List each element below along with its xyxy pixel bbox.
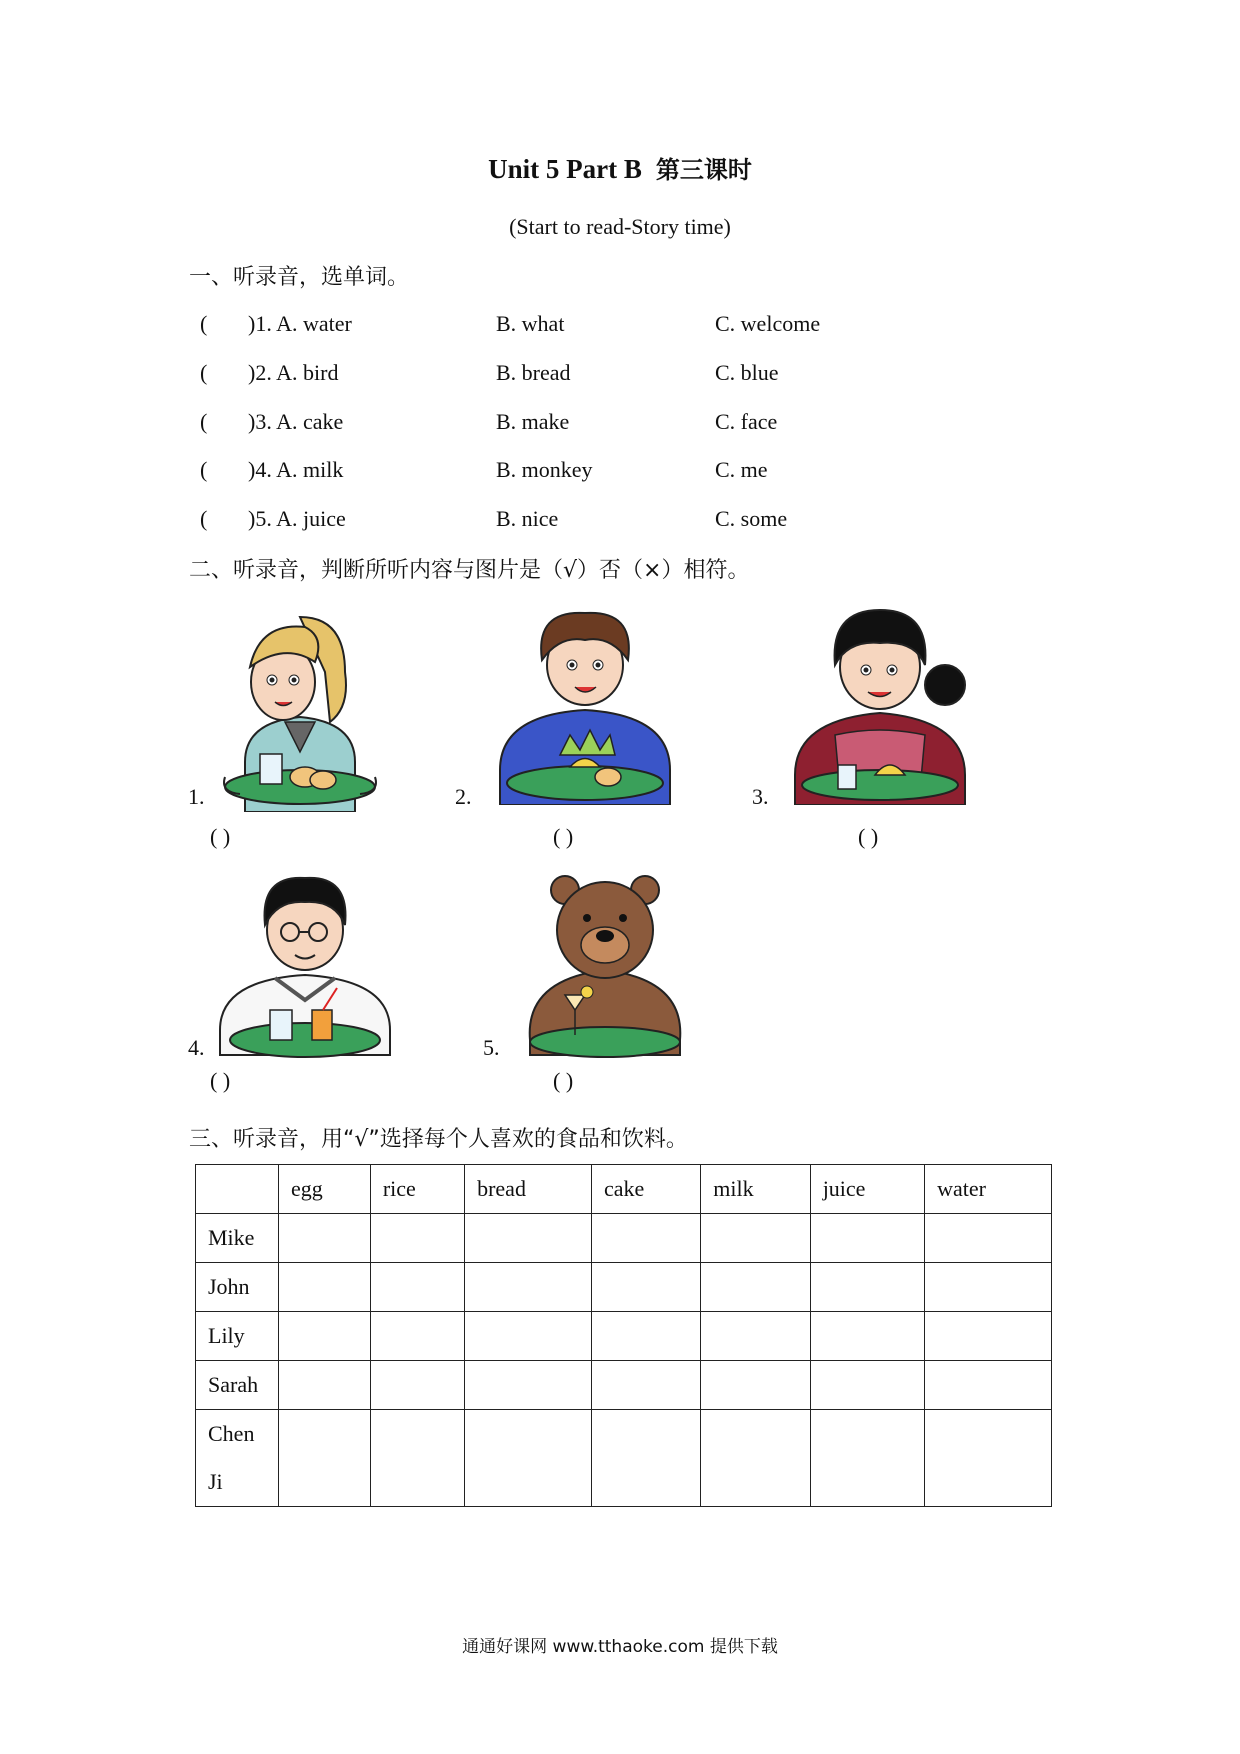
title-cn: 第三课时 [655, 156, 752, 184]
check-cell[interactable] [925, 1361, 1052, 1410]
boy-with-tray-illustration [490, 605, 680, 805]
column-header: milk [701, 1165, 810, 1214]
check-cell[interactable] [591, 1263, 700, 1312]
answer-paren: ( [200, 409, 208, 434]
picture-3-answer-blank: ( ) [858, 824, 879, 849]
answer-paren: ( [200, 457, 208, 482]
boy-with-glasses-illustration [215, 870, 405, 1070]
check-cell[interactable] [925, 1214, 1052, 1263]
picture-4-number: 4. [188, 1035, 205, 1060]
check-cell[interactable] [701, 1361, 810, 1410]
q4-option-c: C. me [715, 457, 768, 482]
q3-option-b: B. make [496, 409, 570, 434]
check-cell[interactable] [465, 1214, 592, 1263]
row-name: Sarah [196, 1361, 279, 1410]
row-name-line1: Chen [208, 1421, 255, 1446]
check-cell[interactable] [465, 1312, 592, 1361]
table-row [196, 1312, 1052, 1361]
check-cell[interactable] [925, 1410, 1052, 1507]
footer-credit: 通通好课网 www.tthaoke.com 提供下载 [462, 1637, 778, 1657]
column-header: juice [810, 1165, 924, 1214]
q4-option-b: B. monkey [496, 457, 593, 482]
answer-paren: ( [200, 311, 208, 336]
q2-option-c: C. blue [715, 360, 779, 385]
check-cell[interactable] [465, 1361, 592, 1410]
dark-haired-girl-with-tray-illustration [790, 605, 980, 805]
answer-paren: ( [200, 360, 208, 385]
check-cell[interactable] [279, 1410, 371, 1507]
picture-4-answer-blank: ( ) [210, 1068, 231, 1093]
picture-5-answer-blank: ( ) [553, 1068, 574, 1093]
q1-option-b: B. what [496, 311, 565, 336]
title-en: Unit 5 Part B [488, 154, 642, 184]
check-cell[interactable] [465, 1410, 592, 1507]
check-cell[interactable] [279, 1361, 371, 1410]
check-cell[interactable] [279, 1263, 371, 1312]
table-corner-cell [196, 1165, 279, 1214]
picture-2-answer-blank: ( ) [553, 824, 574, 849]
row-name [196, 1410, 279, 1507]
q5-option-c: C. some [715, 506, 788, 531]
check-cell[interactable] [925, 1263, 1052, 1312]
check-cell[interactable] [810, 1312, 924, 1361]
q2-option-b: B. bread [496, 360, 571, 385]
answer-paren: ( [200, 506, 208, 531]
row-name: Lily [196, 1312, 279, 1361]
q2-option-a: )2. A. bird [248, 360, 339, 385]
row-name: John [196, 1263, 279, 1312]
check-cell[interactable] [591, 1214, 700, 1263]
q1-option-a: )1. A. water [248, 311, 352, 336]
check-cell[interactable] [370, 1263, 464, 1312]
picture-2-number: 2. [455, 784, 472, 809]
check-cell[interactable] [370, 1312, 464, 1361]
check-cell[interactable] [701, 1312, 810, 1361]
q4-option-a: )4. A. milk [248, 457, 344, 482]
check-cell[interactable] [370, 1214, 464, 1263]
q1-option-c: C. welcome [715, 311, 821, 336]
section1-heading: 一、听录音，选单词。 [189, 265, 410, 290]
check-cell[interactable] [925, 1312, 1052, 1361]
column-header: cake [591, 1165, 700, 1214]
column-header: egg [279, 1165, 371, 1214]
check-cell[interactable] [279, 1214, 371, 1263]
table-row [196, 1410, 1052, 1507]
page-title [0, 150, 1240, 185]
q5-option-b: B. nice [496, 506, 559, 531]
check-cell[interactable] [810, 1263, 924, 1312]
table-row [196, 1263, 1052, 1312]
table-row [196, 1214, 1052, 1263]
check-cell[interactable] [279, 1312, 371, 1361]
check-cell[interactable] [810, 1214, 924, 1263]
check-cell[interactable] [810, 1361, 924, 1410]
q5-option-a: )5. A. juice [248, 506, 346, 531]
check-cell[interactable] [701, 1263, 810, 1312]
q3-option-a: )3. A. cake [248, 409, 344, 434]
picture-5-number: 5. [483, 1035, 500, 1060]
check-cell[interactable] [591, 1312, 700, 1361]
page-subtitle: (Start to read-Story time) [509, 214, 731, 239]
column-header: bread [465, 1165, 592, 1214]
column-header: rice [370, 1165, 464, 1214]
check-cell[interactable] [370, 1410, 464, 1507]
check-cell[interactable] [701, 1410, 810, 1507]
q3-option-c: C. face [715, 409, 778, 434]
table-header-row [196, 1165, 1052, 1214]
check-cell[interactable] [591, 1361, 700, 1410]
girl-with-tray-illustration [205, 612, 395, 812]
table-row [196, 1361, 1052, 1410]
picture-1-answer-blank: ( ) [210, 824, 231, 849]
check-cell[interactable] [465, 1263, 592, 1312]
row-name: Mike [196, 1214, 279, 1263]
check-cell[interactable] [810, 1410, 924, 1507]
check-cell[interactable] [591, 1410, 700, 1507]
preference-table [195, 1164, 1052, 1507]
column-header: water [925, 1165, 1052, 1214]
bear-with-tray-illustration [515, 870, 705, 1070]
picture-1-number: 1. [188, 784, 205, 809]
section3-heading: 三、听录音，用“√”选择每个人喜欢的食品和饮料。 [189, 1127, 688, 1152]
check-cell[interactable] [370, 1361, 464, 1410]
section2-heading: 二、听录音，判断所听内容与图片是（√）否（×）相符。 [189, 558, 750, 583]
row-name-line2: Ji [208, 1469, 223, 1494]
check-cell[interactable] [701, 1214, 810, 1263]
picture-3-number: 3. [752, 784, 769, 809]
